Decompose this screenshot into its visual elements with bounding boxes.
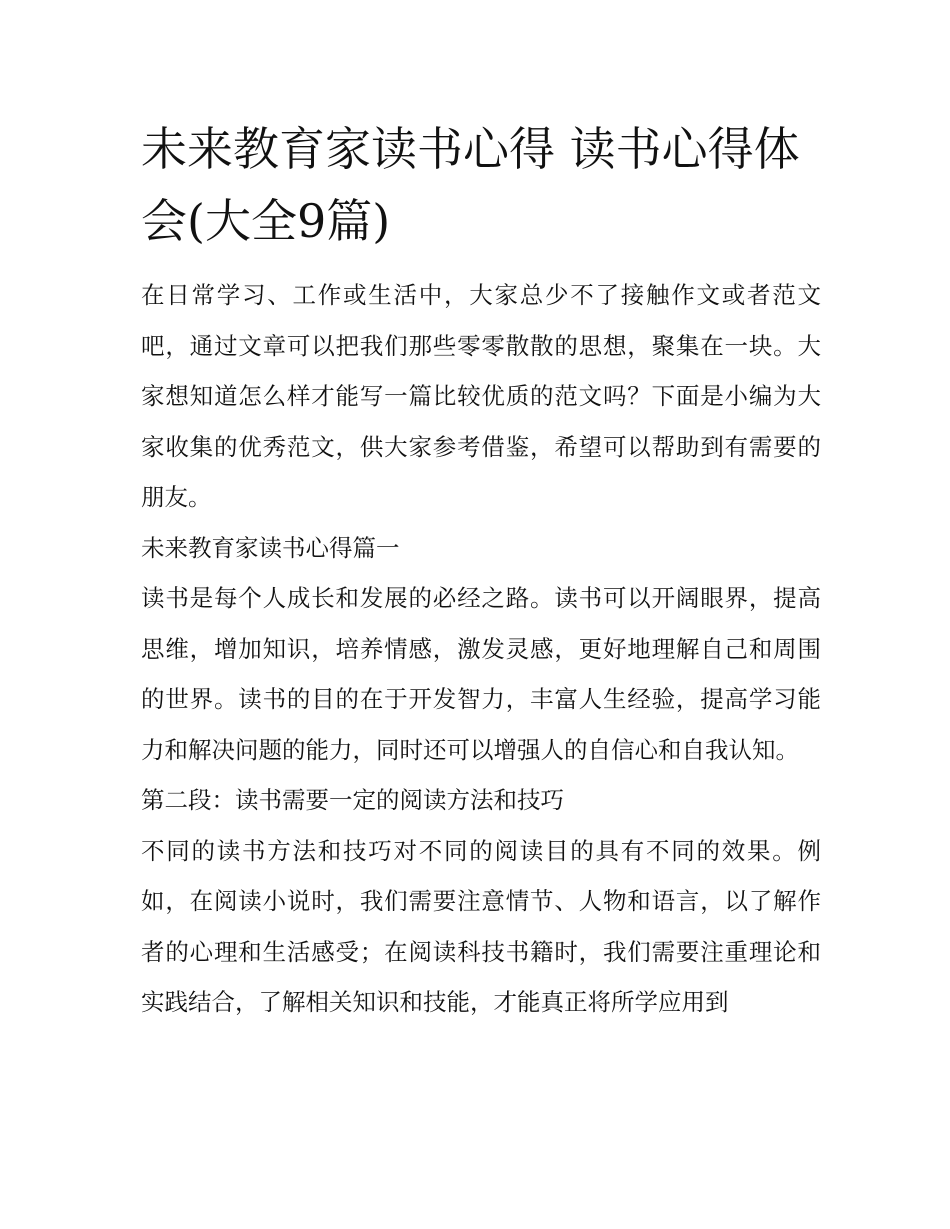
body-paragraph: 不同的读书方法和技巧对不同的阅读目的具有不同的效果。例如，在阅读小说时，我们需要注意情节、人物和语言，以了解作者的心理和生活感受；在阅读科技书籍时，我们需要注重理论和实践结合，了解相关知识和技能，才能真正将所学应用到 <box>141 836 821 1016</box>
intro-paragraph: 在日常学习、工作或生活中，大家总少不了接触作文或者范文吧，通过文章可以把我们那些零零散散的思想，聚集在一块。大家想知道怎么样才能写一篇比较优质的范文吗？下面是小编为大家收集的优秀范文，供大家参考借鉴，希望可以帮助到有需要的朋友。 <box>141 281 821 511</box>
body-paragraph: 读书是每个人成长和发展的必经之路。读书可以开阔眼界，提高思维，增加知识，培养情感，激发灵感，更好地理解自己和周围的世界。读书的目的在于开发智力，丰富人生经验，提高学习能力和解决问题的能力，同时还可以增强人的自信心和自我认知。 <box>141 584 821 764</box>
document-title: 未来教育家读书心得 读书心得体会(大全9篇) <box>141 122 800 248</box>
section-heading-second: 第二段：读书需要一定的阅读方法和技巧 <box>141 786 564 814</box>
section-heading-part-one: 未来教育家读书心得篇一 <box>141 533 400 562</box>
document-content <box>141 113 821 1028</box>
